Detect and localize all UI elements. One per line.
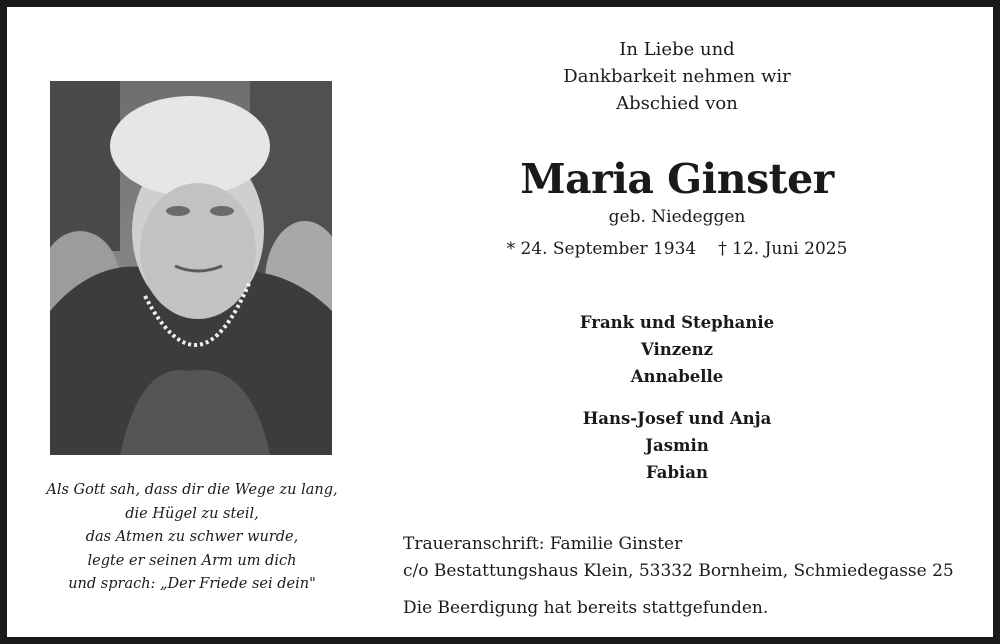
family-member: Annabelle (630, 367, 724, 386)
family-group (477, 309, 877, 390)
birth-date: * 24. September 1934 (506, 239, 697, 259)
family-member: Fabian (646, 463, 708, 482)
mourning-address (403, 531, 954, 585)
deceased-name: Maria Ginster (520, 155, 834, 203)
poem (37, 479, 347, 597)
address-line: c/o Bestattungshaus Klein, 53332 Bornheim, Schmiedegasse 25 (403, 561, 954, 581)
family-member: Jasmin (645, 436, 709, 455)
intro-text (477, 36, 877, 117)
poem-line: legte er seinen Arm um dich (87, 552, 297, 569)
death-date: † 12. Juni 2025 (718, 239, 848, 259)
poem-line: und sprach: „Der Friede sei dein" (68, 576, 316, 592)
burial-note: Die Beerdigung hat bereits stattgefunden. (403, 598, 769, 618)
life-dates (477, 239, 877, 259)
birth-name: geb. Niedeggen (608, 207, 746, 227)
family-member: Vinzenz (640, 340, 713, 359)
portrait-photo (50, 81, 332, 455)
intro-line: Abschied von (616, 93, 738, 114)
family-group (477, 405, 877, 486)
family-member: Frank und Stephanie (579, 313, 775, 332)
address-line: Traueranschrift: Familie Ginster (403, 534, 683, 554)
poem-line: Als Gott sah, dass dir die Wege zu lang, (46, 482, 338, 498)
family-member: Hans-Josef und Anja (582, 409, 772, 428)
intro-line: In Liebe und (619, 39, 735, 60)
intro-line: Dankbarkeit nehmen wir (563, 66, 791, 87)
poem-line: die Hügel zu steil, (125, 505, 259, 522)
poem-line: das Atmen zu schwer wurde, (85, 529, 299, 545)
